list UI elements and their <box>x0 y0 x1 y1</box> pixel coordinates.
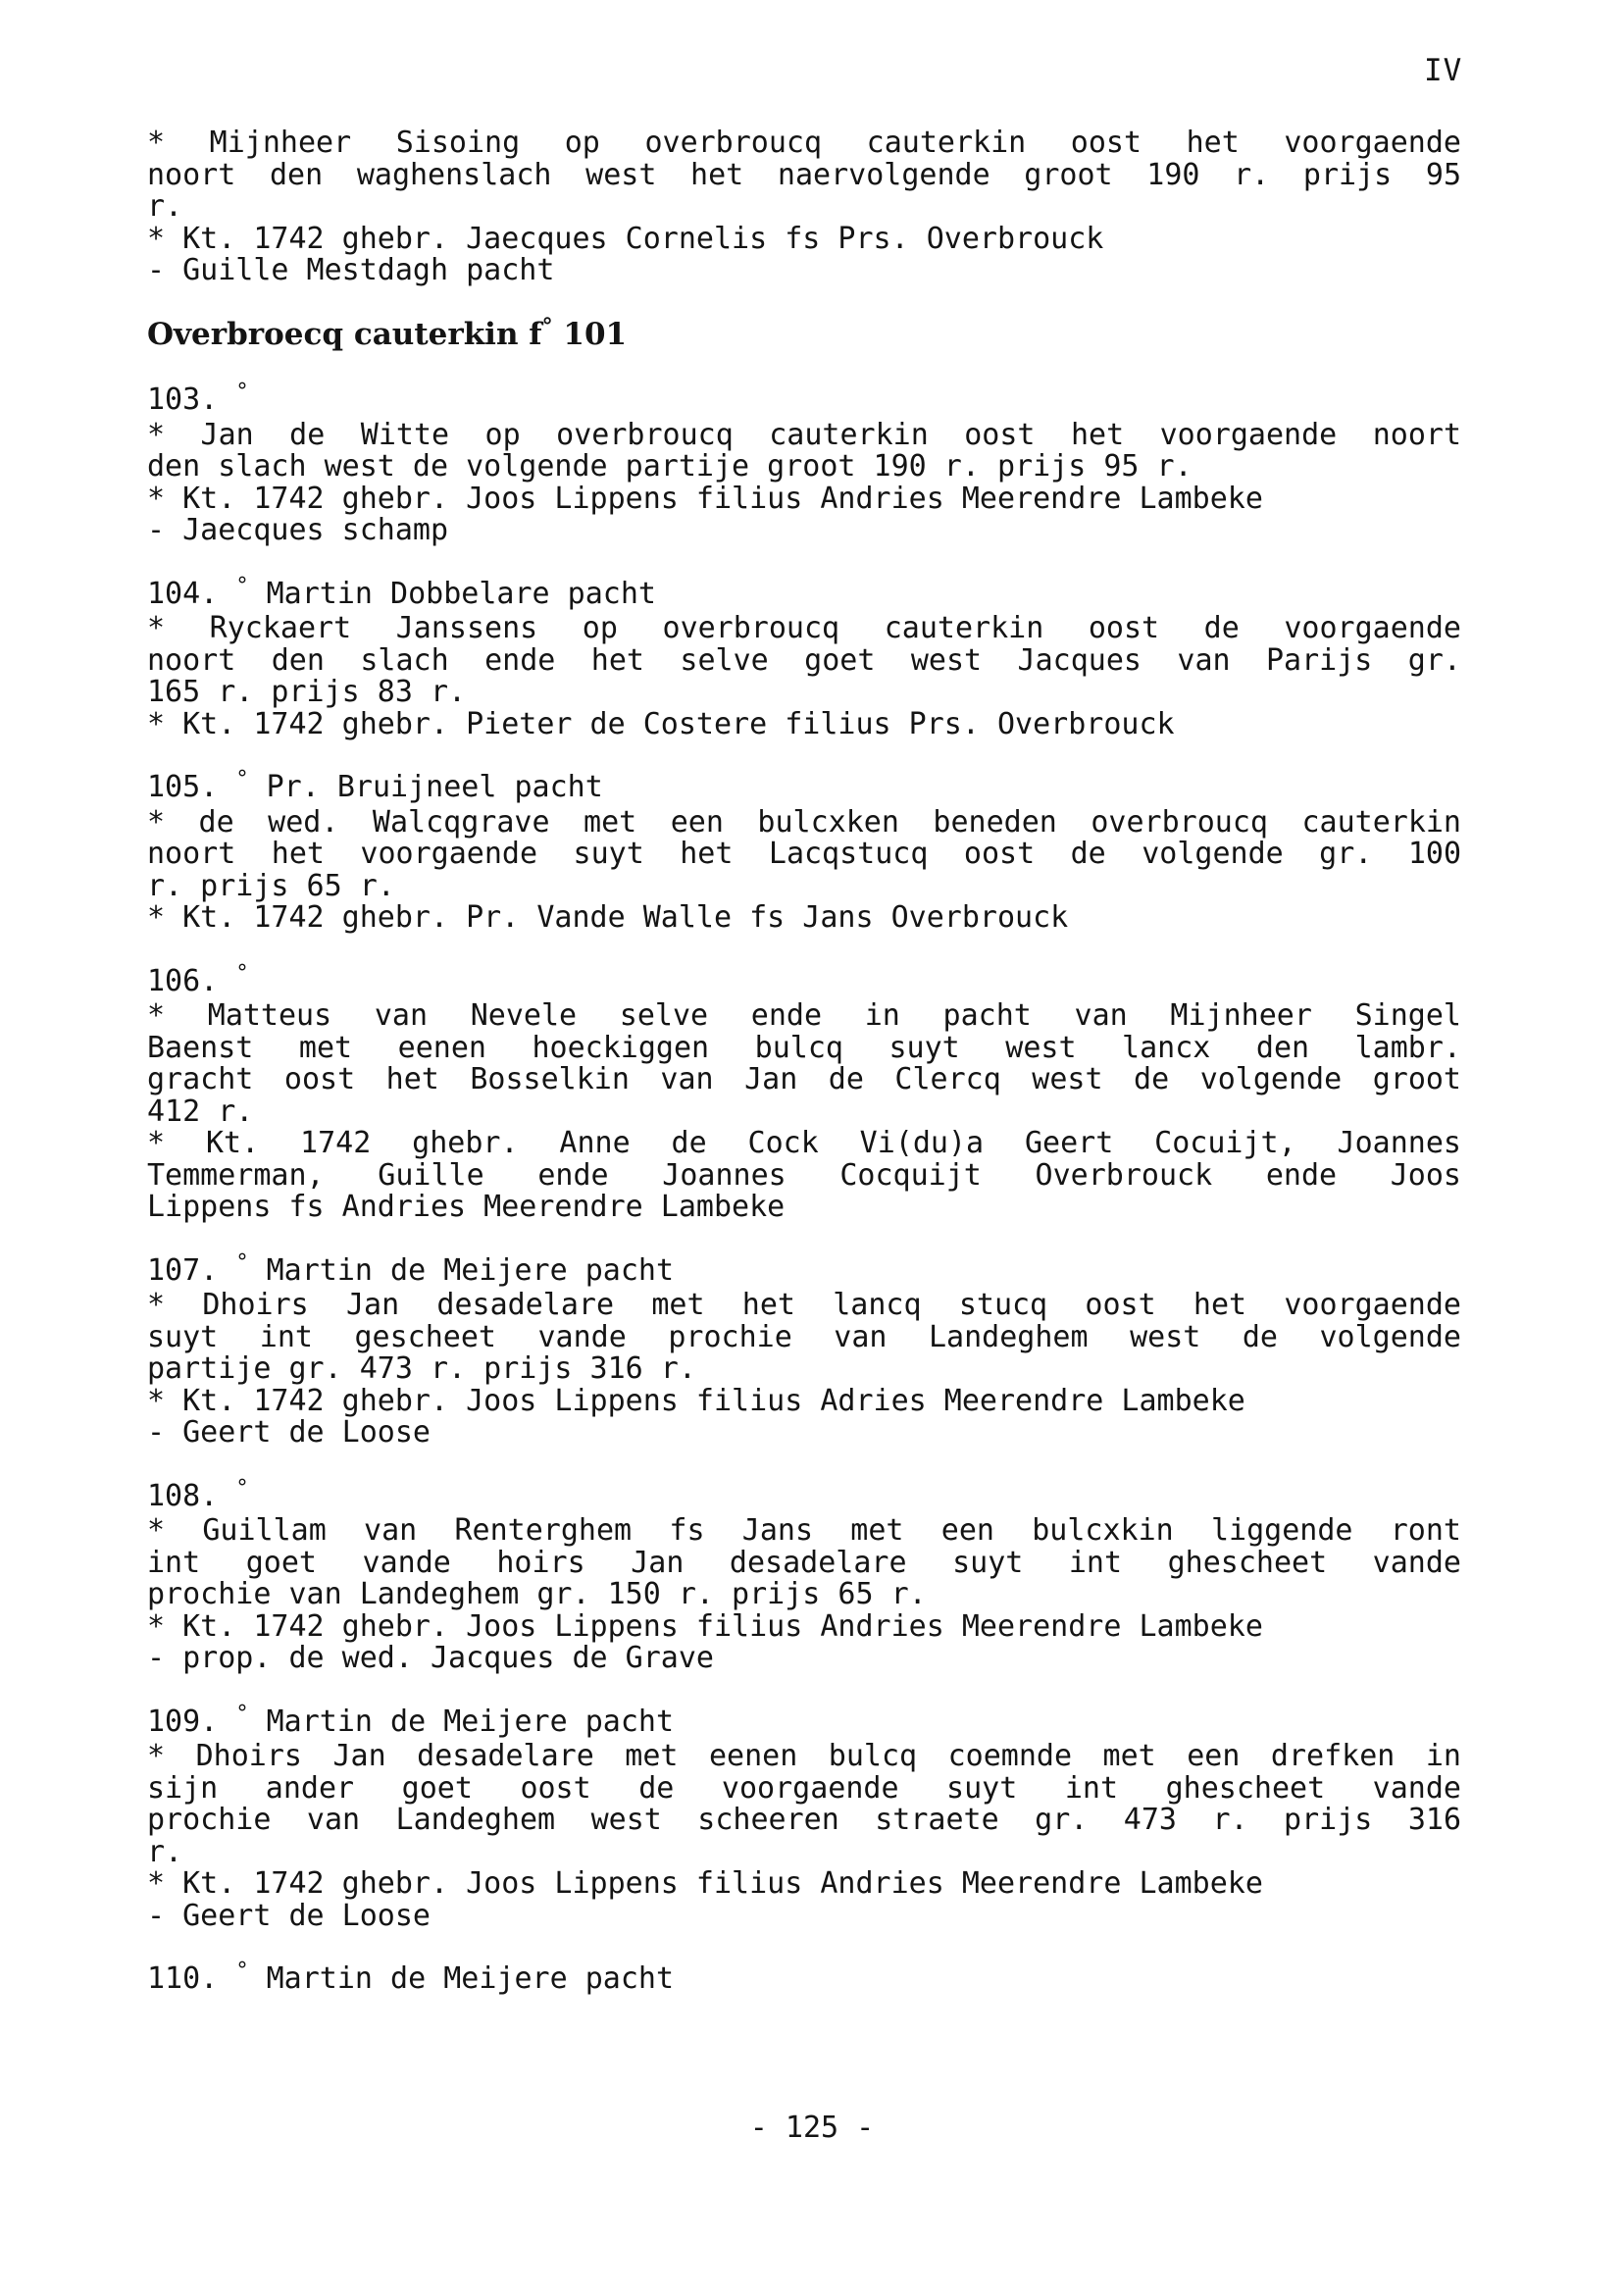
degree-mark: ° <box>235 960 249 986</box>
spacer <box>147 287 1461 319</box>
entry-line: r. <box>147 189 183 224</box>
entry-105 <box>147 767 1461 935</box>
entry-number: 110. <box>147 1961 219 1996</box>
entry-line: * Matteus van Nevele selve ende in pacht van Mijnheer Singel <box>147 998 1461 1033</box>
entry-number-line <box>147 1249 1461 1291</box>
entry-number-line <box>147 573 1461 614</box>
entry-number-line <box>147 1475 1461 1516</box>
section-heading-text: Overbroecq cauterkin f <box>147 316 542 352</box>
entry-line: partije gr. 473 r. prijs 316 r. <box>147 1351 696 1386</box>
degree-mark: ° <box>235 380 249 404</box>
entry-number: 108. <box>147 1478 219 1513</box>
entry-line: * Kt. 1742 ghebr. Pr. Vande Walle fs Jans Overbrouck <box>147 900 1069 935</box>
entry-number-line <box>147 1701 1461 1742</box>
entry-103 <box>147 380 1461 547</box>
entry-line: noort den slach ende het selve goet west Jacques van Parijs gr. <box>147 642 1461 678</box>
degree-mark: ° <box>541 313 553 339</box>
entry-line: noort het voorgaende suyt het Lacqstucq oost de volgende gr. 100 <box>147 837 1461 871</box>
spacer <box>147 547 1461 579</box>
entry-line: * Kt. 1742 ghebr. Joos Lippens filius Andries Meerendre Lambeke <box>147 481 1263 516</box>
entry-line: * Mijnheer Sisoing op overbroucq cauterkin oost het voorgaende <box>147 126 1461 160</box>
entry-line: den slach west de volgende partije groot 190 r. prijs 95 r. <box>147 449 1193 484</box>
entry-number-line <box>147 380 1461 420</box>
entry-line: suyt int gescheet vande prochie van Landeghem west de volgende <box>147 1319 1461 1354</box>
entry-heading: Martin Dobbelare pacht <box>248 576 656 611</box>
degree-mark: ° <box>235 573 249 598</box>
entry-106 <box>147 960 1461 1224</box>
entry-number: 107. <box>147 1252 219 1288</box>
entry-line: * Jan de Witte op overbroucq cauterkin oost het voorgaende noort <box>147 417 1461 452</box>
entry-line: * Guillam van Renterghem fs Jans met een bulcxkin liggende ront <box>147 1513 1461 1548</box>
entry-number: 109. <box>147 1704 219 1739</box>
entry-line: - Geert de Loose <box>147 1415 431 1450</box>
entry-line: noort den waghenslach west het naervolgende groot 190 r. prijs 95 <box>147 157 1461 192</box>
entry-number: 105. <box>147 770 219 804</box>
entry-104 <box>147 573 1461 741</box>
entry-number: 103. <box>147 382 219 417</box>
entry-line: prochie van Landeghem west scheeren straete gr. 473 r. prijs 316 <box>147 1803 1461 1837</box>
entry-line: * Kt. 1742 ghebr. Anne de Cock Vi(du)a Geert Cocuijt, Joannes <box>147 1126 1461 1160</box>
entry-line: sijn ander goet oost de voorgaende suyt int ghescheet vande <box>147 1770 1461 1806</box>
entry-110 <box>147 1959 1461 1999</box>
spacer <box>147 1450 1461 1481</box>
entry-line: - Guille Mestdagh pacht <box>147 253 555 287</box>
spacer <box>147 1675 1461 1706</box>
entry-line: - Geert de Loose <box>147 1898 431 1933</box>
spacer <box>147 935 1461 966</box>
entry-line: * de wed. Walcqgrave met een bulcxken beneden overbroucq cauterkin <box>147 804 1461 840</box>
entry-line: r. <box>147 1834 183 1869</box>
entry-line: 412 r. <box>147 1094 254 1129</box>
document-body <box>147 127 1461 1999</box>
section-heading <box>147 313 1461 354</box>
page-number-footer: - 125 - <box>749 2111 875 2145</box>
entry-line: * Kt. 1742 ghebr. Joos Lippens filius Andries Meerendre Lambeke <box>147 1866 1263 1901</box>
degree-mark: ° <box>235 1249 249 1275</box>
spacer <box>147 353 1461 384</box>
entry-number-line <box>147 767 1461 807</box>
entry-line: * Ryckaert Janssens op overbroucq cauterkin oost de voorgaende <box>147 611 1461 645</box>
spacer <box>147 1932 1461 1963</box>
entry-heading: Martin de Meijere pacht <box>248 1961 675 1996</box>
entry-line: Baenst met eenen hoeckiggen bulcq suyt west lancx den lambr. <box>147 1030 1461 1065</box>
entry-line: * Kt. 1742 ghebr. Jaecques Cornelis fs Prs. Overbrouck <box>147 221 1104 256</box>
entry-heading: Pr. Bruijneel pacht <box>248 770 603 804</box>
entry-line: - Jaecques schamp <box>147 513 449 547</box>
page-label: IV <box>1424 53 1463 88</box>
entry-line: * Dhoirs Jan desadelare met eenen bulcq coemnde met een drefken in <box>147 1739 1461 1773</box>
entry-intro <box>147 127 1461 287</box>
entry-line: gracht oost het Bosselkin van Jan de Clercq west de volgende groot <box>147 1062 1461 1096</box>
entry-line: prochie van Landeghem gr. 150 r. prijs 65 r. <box>147 1577 927 1611</box>
entry-line: * Kt. 1742 ghebr. Joos Lippens filius Adries Meerendre Lambeke <box>147 1383 1245 1418</box>
entry-line: Temmerman, Guille ende Joannes Cocquijt Overbrouck ende Joos <box>147 1157 1461 1193</box>
entry-line: int goet vande hoirs Jan desadelare suyt int ghescheet vande <box>147 1545 1461 1580</box>
entry-108 <box>147 1475 1461 1675</box>
entry-number-line <box>147 1959 1461 1999</box>
entry-heading: Martin de Meijere pacht <box>248 1704 675 1739</box>
entry-line: 165 r. prijs 83 r. <box>147 675 467 709</box>
entry-line: r. prijs 65 r. <box>147 868 395 903</box>
entry-line: * Kt. 1742 ghebr. Joos Lippens filius Andries Meerendre Lambeke <box>147 1608 1263 1644</box>
spacer <box>147 1224 1461 1255</box>
entry-line: Lippens fs Andries Meerendre Lambeke <box>147 1190 786 1224</box>
entry-number-line <box>147 960 1461 1001</box>
entry-number: 106. <box>147 963 219 998</box>
entry-109 <box>147 1701 1461 1933</box>
spacer <box>147 740 1461 772</box>
entry-line: * Kt. 1742 ghebr. Pieter de Costere filius Prs. Overbrouck <box>147 706 1175 741</box>
entry-107 <box>147 1249 1461 1450</box>
section-heading-folio: 101 <box>552 316 628 352</box>
entry-number: 104. <box>147 576 219 611</box>
entry-line: * Dhoirs Jan desadelare met het lancq stucq oost het voorgaende <box>147 1288 1461 1322</box>
entry-heading: Martin de Meijere pacht <box>248 1252 675 1288</box>
degree-mark: ° <box>235 1475 249 1501</box>
degree-mark: ° <box>235 1959 249 1983</box>
degree-mark: ° <box>235 767 249 791</box>
entry-line: - prop. de wed. Jacques de Grave <box>147 1641 714 1675</box>
degree-mark: ° <box>235 1701 249 1726</box>
